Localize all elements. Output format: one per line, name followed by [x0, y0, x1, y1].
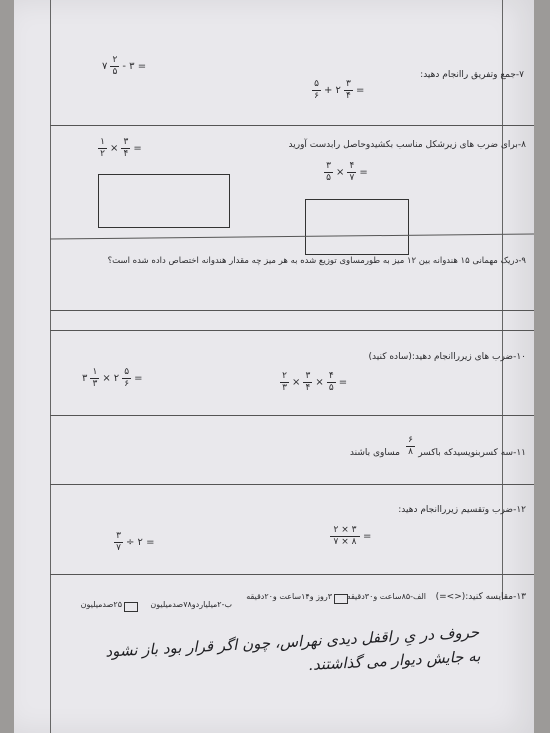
q7-right-expression: $\frac{۵}{۶}$ + ۲ $\frac{۳}{۴}$ = [312, 80, 364, 101]
q7-left-expression: ۷ $\frac{۲}{۵}$ - ۳ = [102, 55, 147, 77]
q13-b-left: ب-۲میلیاردو۷۸صدمیلیون [150, 600, 232, 609]
divider-q7 [50, 125, 534, 126]
divider-q9 [50, 310, 534, 311]
q12-left-expression: $\frac{۳}{۷}$ ÷ ۲ = [114, 532, 155, 553]
q9-label: ۹-دریک مهمانی ۱۵ هندوانه بین ۱۲ میز به طورمساوی توزیع شده به هر میز چه مقدار هندوانه اختصاص داده شده است؟ [107, 256, 526, 266]
q13-b-right: ۲۵صدمیلیون [80, 600, 122, 609]
q13-b-compare-box[interactable] [124, 602, 138, 612]
q10-right-expression: $\frac{۲}{۳}$ × $\frac{۳}{۴}$ × $\frac{۴}{۵}$ = [280, 372, 347, 393]
q13-a-compare-box[interactable] [334, 594, 348, 604]
worksheet-page [14, 0, 534, 733]
q10-label: ۱۰-ضرب های زیرراانجام دهید:(ساده کنید) [368, 352, 526, 362]
handwritten-quote: حروف در یِ راقفل دیدی نهراس، چون اگر قرار بود باز نشود به جایش دیوار می گذاشتند. [104, 623, 481, 675]
q13-a-right: ۳روز و۱۴ساعت و۲۰دقیقه [246, 592, 332, 601]
q11-fraction: $\frac{۶}{۸}$ [406, 436, 415, 457]
q11-label-b: مساوی باشند [349, 448, 400, 458]
q7-label: ۷-جمع وتفریق راانجام دهید: [420, 70, 524, 80]
q11-label-a: ۱۱-سه کسربنویسیدکه باکسر [418, 448, 526, 458]
divider-q8 [50, 233, 534, 239]
q12-right-expression: $\frac{۲ \times ۳}{۷ \times ۸}$ = [330, 526, 371, 547]
q12-label: ۱۲-ضرب وتقسیم زیرراانجام دهید: [398, 505, 526, 515]
q8-right-answer-box[interactable] [305, 199, 409, 255]
left-margin-line [50, 0, 51, 733]
divider-q11 [50, 484, 534, 485]
q8-left-expression: $\frac{۱}{۲}$ × $\frac{۳}{۴}$ = [98, 138, 142, 159]
q10-left-expression: ۳ $\frac{۱}{۳}$ × ۲ $\frac{۵}{۶}$ = [82, 367, 143, 389]
q8-right-expression: $\frac{۳}{۵}$ × $\frac{۴}{۷}$ = [324, 162, 368, 183]
q8-left-answer-box[interactable] [98, 174, 230, 228]
q8-label: ۸-برای ضرب های زیرشکل مناسب بکشیدوحاصل رابدست آورید [288, 140, 526, 150]
divider-q10 [50, 415, 534, 416]
q13-label: ۱۳-مقایسه کنید:(<>=) [435, 592, 526, 602]
divider-q9b [50, 330, 534, 331]
q13-a-left: الف-۸۵ساعت و۳۰دقیقه [346, 592, 426, 601]
divider-q12 [50, 574, 534, 575]
